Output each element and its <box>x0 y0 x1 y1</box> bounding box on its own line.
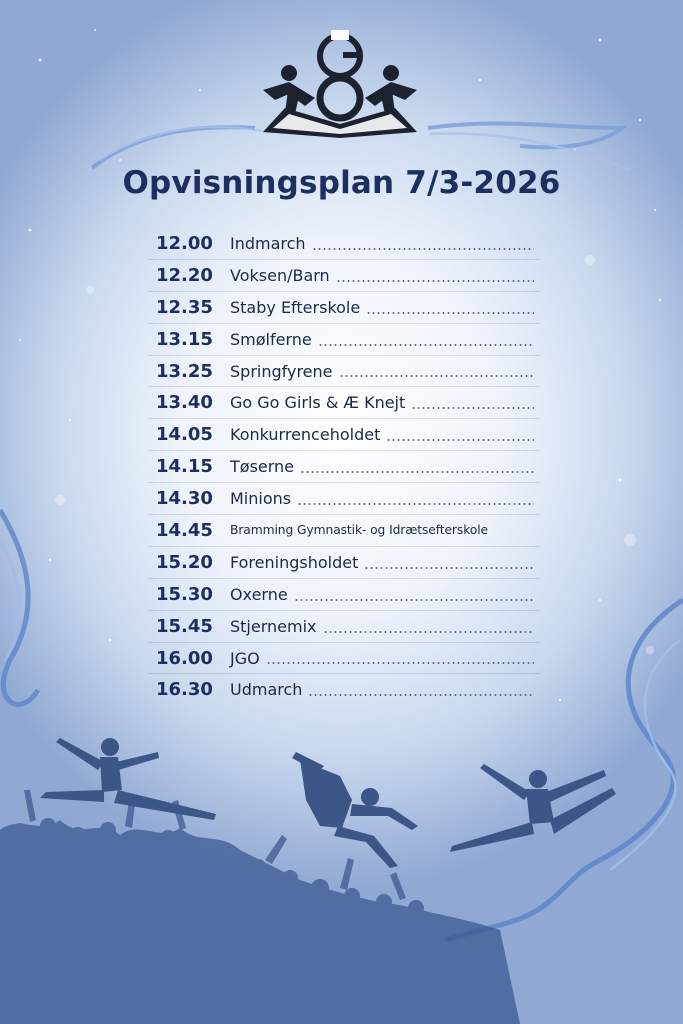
schedule-time: 13.15 <box>156 328 213 350</box>
schedule-time: 15.45 <box>156 615 213 637</box>
schedule-time: 15.30 <box>156 583 213 605</box>
schedule-name: Oxerne <box>230 584 288 604</box>
schedule-time: 12.00 <box>156 232 213 254</box>
schedule-name: Voksen/Barn <box>230 265 330 285</box>
schedule-time: 14.15 <box>156 456 213 478</box>
schedule-time: 15.20 <box>156 551 213 573</box>
schedule-time: 16.30 <box>156 679 213 701</box>
schedule-name: Udmarch <box>230 680 303 700</box>
logo-letter: G <box>455 228 456 229</box>
schedule-name: Bramming Gymnastik- og Idrætsefterskole <box>230 523 488 538</box>
schedule-name: JGO <box>230 648 260 668</box>
schedule-name: Konkurrenceholdet <box>230 425 381 445</box>
schedule-name: Indmarch <box>230 233 306 253</box>
schedule-time: 13.25 <box>156 360 213 382</box>
schedule-time: 14.30 <box>156 488 213 510</box>
schedule-time: 12.20 <box>156 264 213 286</box>
schedule-name: Foreningsholdet <box>230 552 359 572</box>
ribbon-right <box>445 600 683 940</box>
crowd-silhouette <box>0 790 520 1024</box>
schedule-name: Minions <box>230 489 292 509</box>
schedule-name: Smølferne <box>230 329 312 349</box>
schedule-name: Stjernemix <box>230 616 317 636</box>
schedule-name: Tøserne <box>230 457 295 477</box>
gymnast-silhouette-center <box>292 752 418 868</box>
schedule-time: 12.35 <box>156 296 213 318</box>
schedule-name: Springfyrene <box>230 361 333 381</box>
page-title: Opvisningsplan 7/3-2026 <box>122 165 561 201</box>
schedule-time: 13.40 <box>156 392 213 414</box>
schedule-name: Staby Efterskole <box>230 297 361 317</box>
schedule-name: Go Go Girls & Æ Knejt <box>230 393 406 413</box>
gymnast-silhouette-right <box>450 764 616 852</box>
schedule-time: 14.05 <box>156 424 213 446</box>
schedule-time: 14.45 <box>156 519 213 541</box>
schedule-time: 16.00 <box>156 647 213 669</box>
